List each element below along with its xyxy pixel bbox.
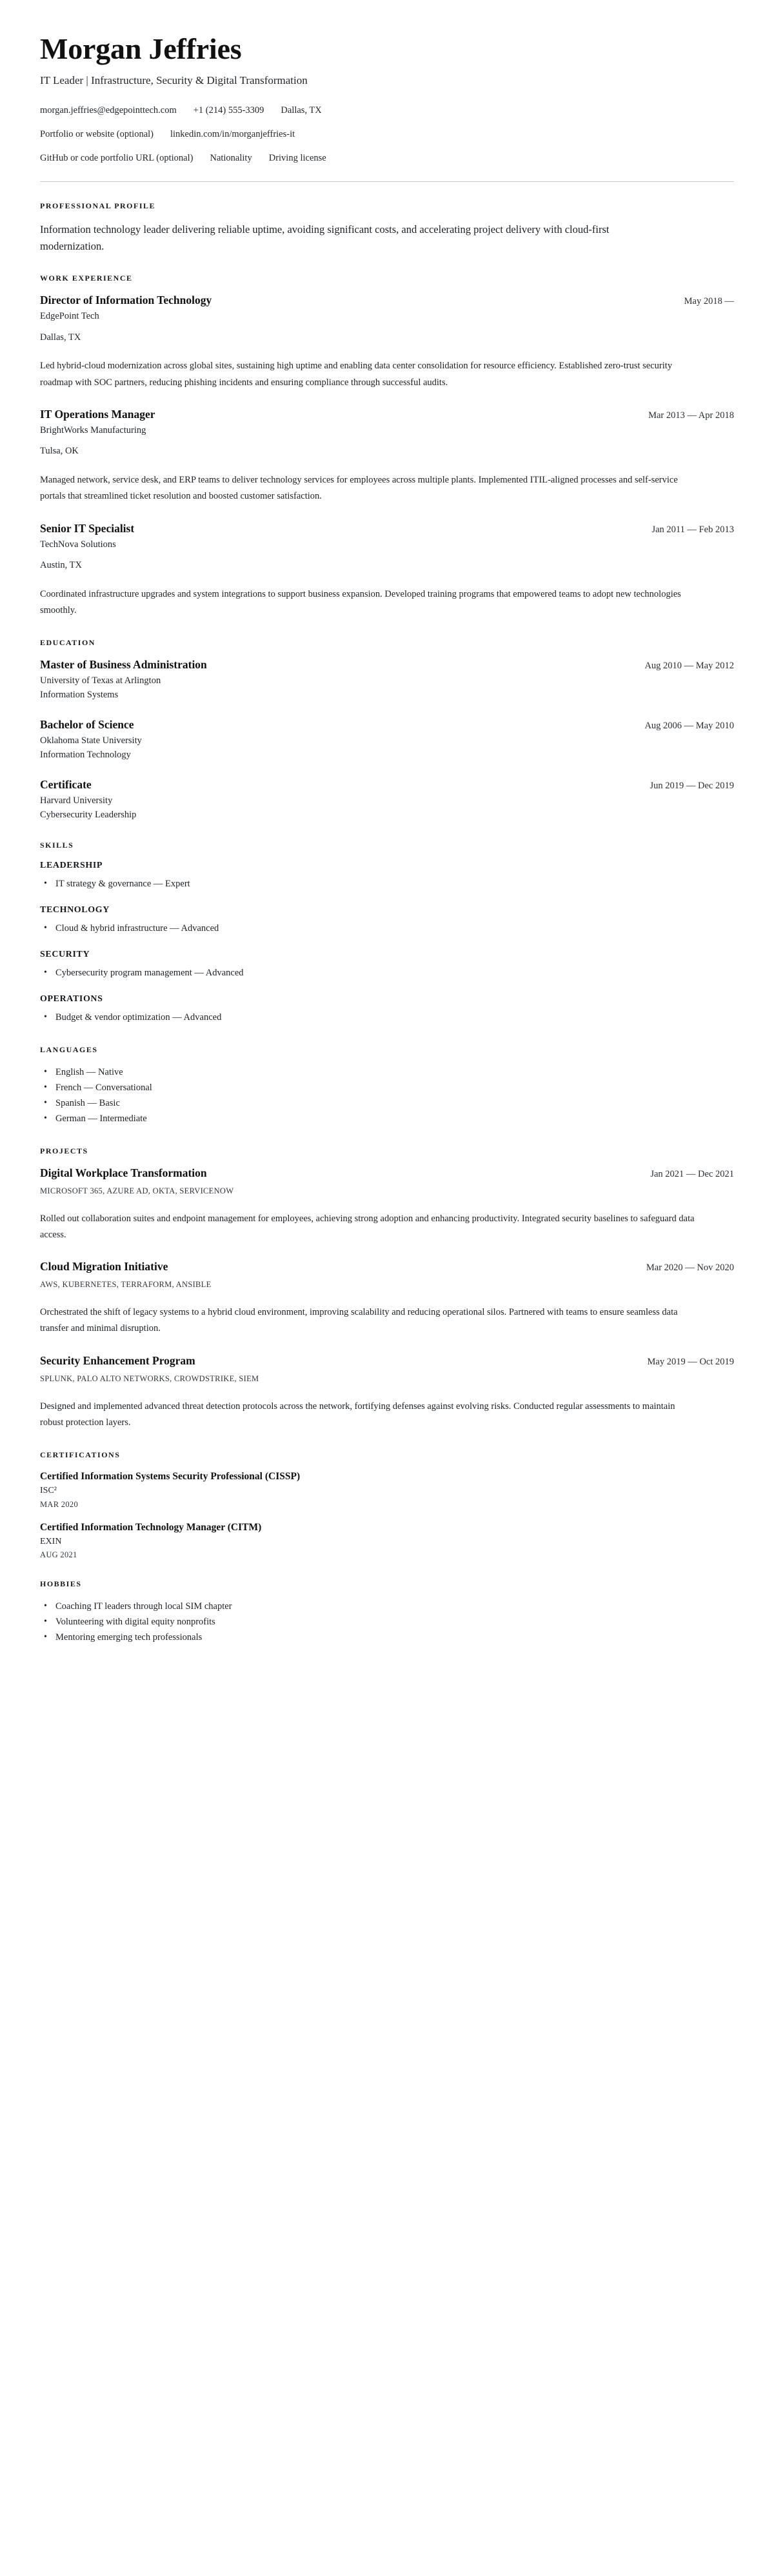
education-date-range: Aug 2006 — May 2010 (644, 721, 734, 732)
certification-name: Certified Information Technology Manager (CITM) (40, 1521, 262, 1533)
contact-linkedin[interactable]: linkedin.com/in/morganjeffries-it (170, 128, 295, 139)
language-item: • Spanish — Basic (40, 1096, 734, 1112)
section-education (40, 638, 734, 821)
section-title-skills: SKILLS (40, 841, 74, 850)
skill-group (40, 861, 734, 892)
project-date-range: Jan 2021 — Dec 2021 (650, 1168, 734, 1179)
education-entry (40, 658, 734, 701)
project-entry (40, 1166, 734, 1244)
project-description: Orchestrated the shift of legacy systems to a hybrid cloud environment, improving scalability and reducing operational silos. Partnered with teams to ensure seamless data transfer and minimal disruption. (40, 1307, 678, 1334)
work-job-title: Director of Information Technology (40, 294, 212, 307)
section-languages (40, 1045, 734, 1127)
project-tech-stack: MICROSOFT 365, AZURE AD, OKTA, SERVICENOW (40, 1186, 234, 1195)
skill-category-label: SECURITY (40, 950, 90, 960)
work-entry (40, 522, 734, 619)
skill-item: • Cloud & hybrid infrastructure — Advanced (40, 921, 734, 937)
work-date-range: May 2018 — (684, 296, 734, 307)
section-title-languages: LANGUAGES (40, 1045, 98, 1055)
work-entry (40, 294, 734, 391)
section-skills (40, 841, 734, 1026)
project-title: Digital Workplace Transformation (40, 1166, 207, 1179)
hobby-list (40, 1599, 734, 1646)
project-entry (40, 1354, 734, 1432)
skill-item: • Cybersecurity program management — Advanced (40, 966, 734, 981)
work-description: Coordinated infrastructure upgrades and system integrations to support business expansion. Developed training programs that empowered teams to adopt new technologies smoothly. (40, 588, 681, 616)
contact-row-extra (40, 152, 734, 165)
project-entry-head (40, 1354, 734, 1368)
certification-entry (40, 1521, 734, 1561)
skill-item-list (40, 921, 734, 937)
work-job-title: Senior IT Specialist (40, 521, 135, 535)
hobby-item: • Mentoring emerging tech professionals (40, 1630, 734, 1646)
project-date-range: May 2019 — Oct 2019 (647, 1356, 734, 1367)
section-title-certifications: CERTIFICATIONS (40, 1450, 121, 1460)
work-entry-head (40, 294, 734, 308)
education-field: Information Systems (40, 689, 119, 700)
hobby-item: • Volunteering with digital equity nonprofits (40, 1615, 734, 1630)
work-company: EdgePoint Tech (40, 311, 99, 322)
contact-row-links (40, 128, 734, 141)
language-list (40, 1065, 734, 1127)
work-entry (40, 408, 734, 505)
resume-header (40, 34, 734, 182)
skill-category-label: TECHNOLOGY (40, 905, 110, 915)
project-entry-head (40, 1260, 734, 1274)
section-title-projects: PROJECTS (40, 1146, 88, 1155)
section-title-work: WORK EXPERIENCE (40, 274, 133, 283)
project-tech-stack: SPLUNK, PALO ALTO NETWORKS, CROWDSTRIKE, SIEM (40, 1373, 259, 1383)
project-title: Security Enhancement Program (40, 1353, 195, 1367)
education-entry (40, 718, 734, 761)
work-entry-head (40, 408, 734, 422)
skill-group (40, 950, 734, 981)
section-certifications (40, 1450, 734, 1560)
skill-item: • Budget & vendor optimization — Advanced (40, 1010, 734, 1026)
work-date-range: Mar 2013 — Apr 2018 (648, 410, 734, 421)
hobby-item: • Coaching IT leaders through local SIM chapter (40, 1599, 734, 1615)
project-tech-stack: AWS, KUBERNETES, TERRAFORM, ANSIBLE (40, 1280, 212, 1290)
project-date-range: Mar 2020 — Nov 2020 (646, 1263, 734, 1273)
candidate-name: Morgan Jeffries (40, 32, 242, 65)
skill-group (40, 994, 734, 1026)
skill-item-list (40, 877, 734, 892)
education-date-range: Aug 2010 — May 2012 (644, 661, 734, 672)
certification-issuer: ISC² (40, 1486, 57, 1496)
work-date-range: Jan 2011 — Feb 2013 (651, 524, 734, 535)
skill-item-list (40, 966, 734, 981)
certification-name: Certified Information Systems Security Professional (CISSP) (40, 1471, 301, 1483)
education-field: Cybersecurity Leadership (40, 809, 137, 820)
section-projects (40, 1146, 734, 1432)
work-description: Led hybrid-cloud modernization across global sites, sustaining high uptime and enabling data center consolidation for resource efficiency. Established zero-trust security roadmap with SOC partners, reducing phishing incidents and ensuring compliance through successful audits. (40, 361, 673, 388)
contact-email[interactable]: morgan.jeffries@edgepointtech.com (40, 105, 177, 116)
project-description: Designed and implemented advanced threat detection protocols across the network, fortifying defenses against evolving risks. Conducted regular assessments to maintain robust protection layers. (40, 1401, 675, 1428)
work-entry-head (40, 522, 734, 536)
skill-item: • IT strategy & governance — Expert (40, 877, 734, 892)
education-degree: Certificate (40, 778, 92, 792)
contact-portfolio-placeholder[interactable]: Portfolio or website (optional) (40, 128, 154, 139)
header-divider (40, 181, 734, 182)
education-entry-head (40, 658, 734, 672)
education-date-range: Jun 2019 — Dec 2019 (650, 781, 734, 792)
project-entry (40, 1260, 734, 1337)
skill-item-list (40, 1010, 734, 1026)
language-item: • German — Intermediate (40, 1112, 734, 1127)
contact-nationality-placeholder[interactable]: Nationality (210, 152, 252, 163)
work-company: BrightWorks Manufacturing (40, 424, 146, 435)
contact-row-primary (40, 105, 734, 117)
work-job-title: IT Operations Manager (40, 407, 155, 421)
project-description: Rolled out collaboration suites and endpoint management for employees, achieving strong adoption and enhancing productivity. Integrated security baselines to safeguard data access. (40, 1213, 695, 1240)
education-field: Information Technology (40, 749, 131, 760)
certification-issuer: EXIN (40, 1537, 62, 1547)
education-school: Oklahoma State University (40, 735, 142, 746)
education-entry-head (40, 718, 734, 732)
work-location: Tulsa, OK (40, 446, 79, 457)
section-professional-profile (40, 201, 734, 254)
contact-location: Dallas, TX (281, 105, 322, 116)
certification-entry (40, 1470, 734, 1510)
education-entry-head (40, 778, 734, 792)
certification-date: MAR 2020 (40, 1499, 79, 1509)
education-entry (40, 778, 734, 821)
education-degree: Bachelor of Science (40, 718, 134, 732)
section-title-hobbies: HOBBIES (40, 1579, 82, 1589)
skill-category-label: LEADERSHIP (40, 861, 103, 871)
section-title-education: EDUCATION (40, 638, 95, 648)
skill-group (40, 905, 734, 937)
certification-date: AUG 2021 (40, 1550, 77, 1560)
education-school: Harvard University (40, 795, 113, 806)
project-title: Cloud Migration Initiative (40, 1260, 168, 1273)
candidate-headline: IT Leader | Infrastructure, Security & Digital Transformation (40, 74, 308, 87)
work-description: Managed network, service desk, and ERP teams to deliver technology services for employees across multiple plants. Implemented ITIL-aligned processes and self-service portals that streamlined ticket resolution and boosted customer satisfaction. (40, 474, 678, 502)
skill-category-label: OPERATIONS (40, 994, 103, 1004)
work-location: Austin, TX (40, 560, 82, 571)
contact-phone[interactable]: +1 (214) 555-3309 (193, 105, 264, 116)
work-location: Dallas, TX (40, 332, 81, 343)
language-item: • French — Conversational (40, 1081, 734, 1096)
education-degree: Master of Business Administration (40, 658, 207, 672)
section-work-experience (40, 274, 734, 619)
project-entry-head (40, 1166, 734, 1181)
section-hobbies (40, 1579, 734, 1646)
contact-driving-license-placeholder[interactable]: Driving license (268, 152, 326, 163)
language-item: • English — Native (40, 1065, 734, 1081)
section-title-profile: PROFESSIONAL PROFILE (40, 201, 156, 211)
contact-github-placeholder[interactable]: GitHub or code portfolio URL (optional) (40, 152, 194, 163)
profile-summary-text: Information technology leader delivering reliable uptime, avoiding significant costs, and accelerating project delivery with cloud-first modernization. (40, 223, 610, 252)
work-company: TechNova Solutions (40, 539, 116, 550)
education-school: University of Texas at Arlington (40, 675, 161, 686)
